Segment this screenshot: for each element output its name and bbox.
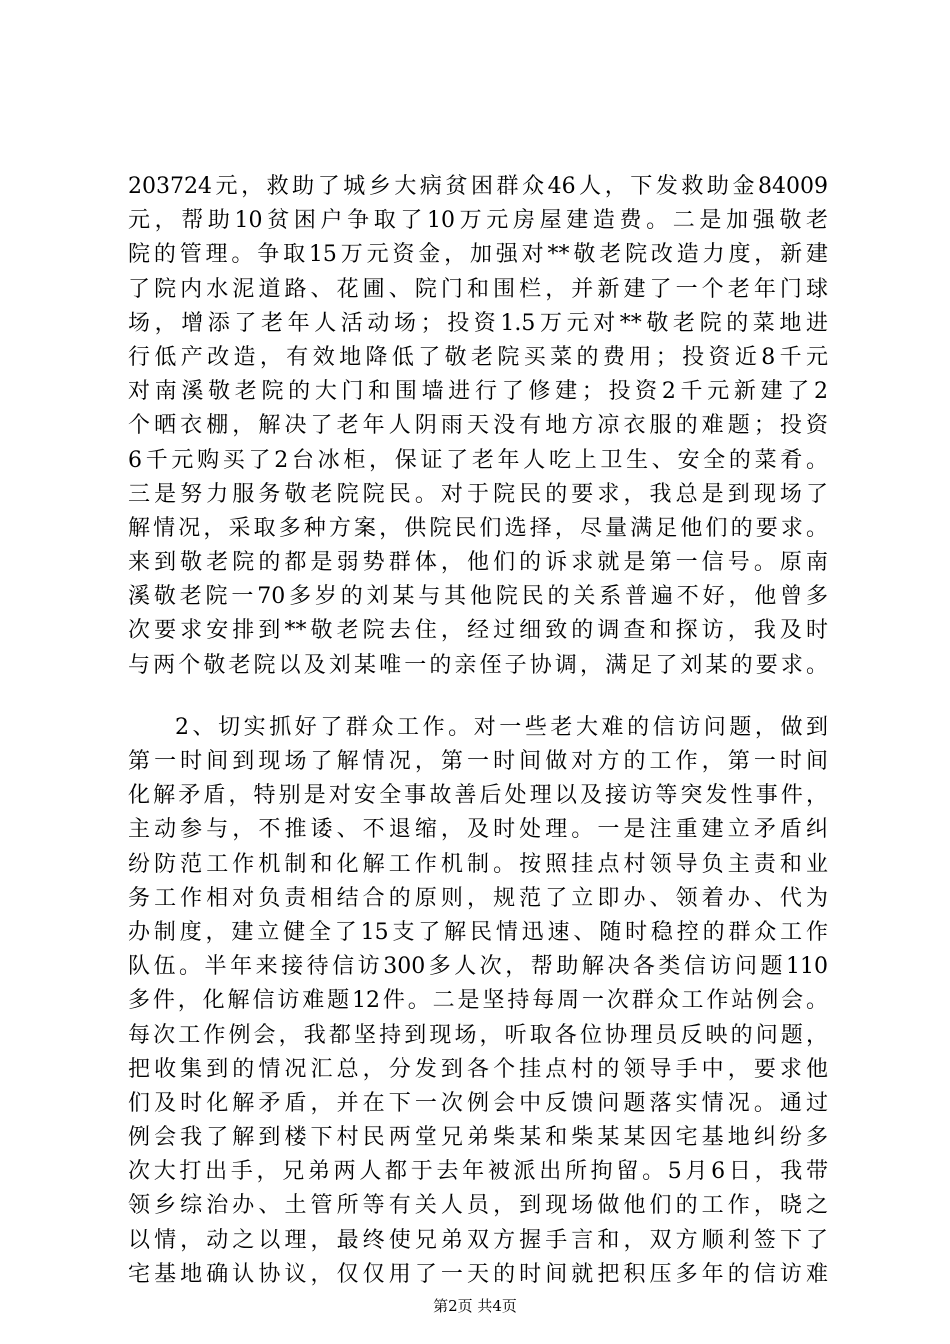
text-line: 队伍。半年来接待信访300多人次，帮助解决各类信访问题110 [128,954,828,980]
text-line: 行低产改造，有效地降低了敬老院买菜的费用；投资近8千元 [128,344,828,370]
text-line: 化解矛盾，特别是对安全事故善后处理以及接访等突发性事件， [128,783,828,809]
text-line: 元，帮助10贫困户争取了10万元房屋建造费。二是加强敬老 [128,208,828,234]
text-line: 纷防范工作机制和化解工作机制。按照挂点村领导负主责和业 [128,851,828,877]
text-line: 解情况，采取多种方案，供院民们选择，尽量满足他们的要求。 [128,515,828,541]
text-line: 办制度，建立健全了15支了解民情迅速、随时稳控的群众工作 [128,919,828,945]
text-line: 把收集到的情况汇总，分发到各个挂点村的领导手中，要求他 [128,1056,828,1082]
text-line: 来到敬老院的都是弱势群体，他们的诉求就是第一信号。原南 [128,550,828,576]
text-line: 三是努力服务敬老院院民。对于院民的要求，我总是到现场了 [128,481,828,507]
text-line: 了院内水泥道路、花圃、院门和围栏，并新建了一个老年门球 [128,276,828,302]
text-line: 溪敬老院一70多岁的刘某与其他院民的关系普遍不好，他曾多 [128,584,828,610]
text-line: 对南溪敬老院的大门和围墙进行了修建；投资2千元新建了2 [128,379,828,405]
page-footer: 第2页 共4页 [433,1297,517,1315]
text-line: 领乡综治办、土管所等有关人员，到现场做他们的工作，晓之 [128,1193,828,1219]
text-line: 每次工作例会，我都坚持到现场，听取各位协理员反映的问题， [128,1022,828,1048]
text-line: 务工作相对负责相结合的原则，规范了立即办、领着办、代为 [128,885,828,911]
text-line: 院的管理。争取15万元资金，加强对**敬老院改造力度，新建 [128,242,828,268]
text-line: 6千元购买了2台冰柜，保证了老年人吃上卫生、安全的菜肴。 [128,447,828,473]
text-line: 2、切实抓好了群众工作。对一些老大难的信访问题，做到 [175,714,828,740]
paragraph-1 [128,170,828,683]
text-line: 主动参与，不推诿、不退缩，及时处理。一是注重建立矛盾纠 [128,817,828,843]
document-body [128,170,828,1292]
text-line: 个晒衣棚，解决了老年人阴雨天没有地方凉衣服的难题；投资 [128,413,828,439]
text-line: 宅基地确认协议，仅仅用了一天的时间就把积压多年的信访难 [128,1261,828,1287]
text-line: 们及时化解矛盾，并在下一次例会中反馈问题落实情况。通过 [128,1090,828,1116]
text-line: 以情，动之以理，最终使兄弟双方握手言和，双方顺利签下了 [128,1227,828,1253]
text-line: 次大打出手，兄弟两人都于去年被派出所拘留。5月6日，我带 [128,1159,828,1185]
paragraph-2 [128,711,828,1292]
text-line: 第一时间到现场了解情况，第一时间做对方的工作，第一时间 [128,749,828,774]
text-line: 例会我了解到楼下村民两堂兄弟柴某和柴某某因宅基地纠纷多 [128,1125,828,1151]
text-line: 203724元，救助了城乡大病贫困群众46人，下发救助金84009 [128,174,828,199]
text-line: 与两个敬老院以及刘某唯一的亲侄子协调，满足了刘某的要求。 [128,652,828,678]
text-line: 次要求安排到**敬老院去住，经过细致的调查和探访，我及时 [128,618,828,644]
text-line: 多件，化解信访难题12件。二是坚持每周一次群众工作站例会。 [128,988,828,1014]
text-line: 场，增添了老年人活动场；投资1.5万元对**敬老院的菜地进 [128,310,828,336]
